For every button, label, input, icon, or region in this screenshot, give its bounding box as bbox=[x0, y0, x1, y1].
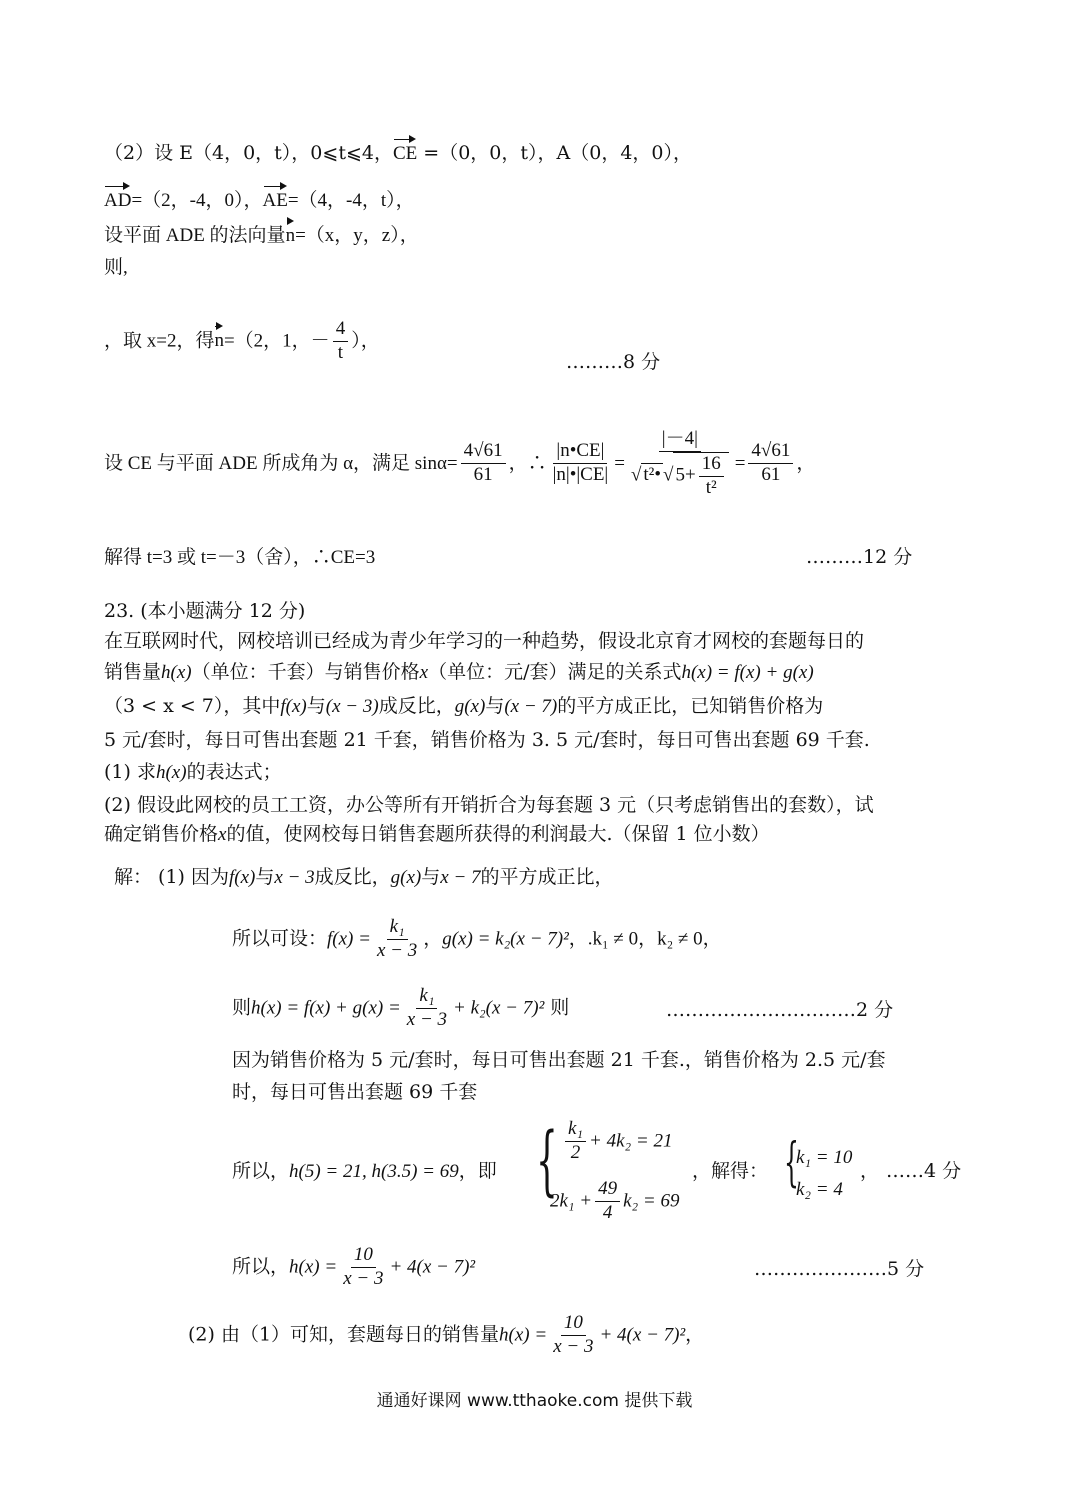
sol-l6a: 所以， bbox=[232, 1160, 290, 1182]
sol-l6c: ，即 bbox=[458, 1160, 497, 1182]
eq2a: 2k₁ + bbox=[550, 1190, 593, 1212]
abs-fraction bbox=[628, 428, 732, 499]
ten-over-xm3-2 bbox=[550, 1312, 596, 1359]
sol-line8 bbox=[188, 1312, 704, 1359]
q23-q1a: (1) 求 bbox=[104, 761, 156, 783]
q23-x: x bbox=[419, 662, 429, 683]
result-den: 61 bbox=[761, 464, 781, 486]
k1-over-xm3 bbox=[374, 916, 420, 963]
sin-value-den: 61 bbox=[473, 464, 493, 486]
dot-den: |n|•|CE| bbox=[552, 464, 609, 486]
sol-l8b: h(x) = bbox=[499, 1324, 548, 1346]
q23-p2b: （单位：千套）与销售价格 bbox=[191, 661, 420, 683]
part2-line2 bbox=[104, 189, 415, 213]
dot-product-fraction bbox=[550, 440, 612, 487]
sol-line5: 时，每日可售出套题 69 千套 bbox=[232, 1081, 478, 1103]
page-footer: 通通好课网 www.tthaoke.com 提供下载 bbox=[376, 1391, 693, 1411]
sol-line3 bbox=[232, 985, 569, 1032]
q23-q2b bbox=[104, 823, 770, 847]
k1: k₁ bbox=[387, 916, 408, 940]
sin-value-num: 4√61 bbox=[461, 440, 506, 464]
k1-3: k₁ bbox=[565, 1118, 586, 1142]
eq1b: + 4k₂ = 21 bbox=[589, 1130, 673, 1152]
root-right-text: 5+ bbox=[675, 464, 696, 486]
sol-line2 bbox=[232, 916, 722, 963]
four-den: 4 bbox=[602, 1201, 613, 1223]
score-8: ………8 分 bbox=[566, 351, 661, 373]
q23-hx: h(x) bbox=[161, 662, 192, 683]
sol-line7 bbox=[232, 1244, 475, 1291]
sol-l7a: 所以， bbox=[232, 1255, 290, 1278]
result-fraction bbox=[748, 440, 793, 487]
part2-normal-line bbox=[104, 224, 419, 248]
normal-pre: 设平面 ADE 的法向量 bbox=[104, 225, 286, 246]
solution-brace: { bbox=[784, 1133, 799, 1193]
equals-1: = bbox=[614, 452, 625, 474]
part2-take-line bbox=[104, 318, 380, 365]
sol-l1e: 与 bbox=[421, 866, 441, 888]
sol-l6b: h(5) = 21, h(3.5) = 69 bbox=[289, 1161, 459, 1182]
q23-relation: h(x) = f(x) + g(x) bbox=[681, 662, 814, 683]
angle-text: 设 CE 与平面 ADE 所成角为 α，满足 sinα= bbox=[104, 452, 458, 474]
q23-p2a: 销售量 bbox=[104, 661, 162, 683]
ad-vector-label: AD bbox=[104, 190, 132, 211]
score-12: ………12 分 bbox=[806, 546, 913, 568]
q23-fx: f(x) bbox=[280, 696, 307, 717]
q23-p2c: （单位：元/套）满足的关系式 bbox=[428, 661, 682, 683]
part2-line1-pre: （2）设 E（4，0，t），0⩽t⩽4， bbox=[104, 142, 393, 164]
ae-vector-label: AE bbox=[262, 190, 288, 211]
sol-line1 bbox=[114, 866, 614, 890]
sixteen: 16 bbox=[699, 453, 724, 477]
q23-gx: g(x) bbox=[454, 696, 486, 717]
sin-value-fraction bbox=[461, 440, 506, 487]
xm3-den-3: x − 3 bbox=[343, 1267, 384, 1289]
sol-l2i: ，.k₁ ≠ 0，k₂ ≠ 0， bbox=[568, 928, 722, 950]
solution-k1: k₁ = 10 bbox=[796, 1147, 853, 1168]
sol-l3d: 则 bbox=[544, 996, 570, 1019]
q23-p3c: 成反比， bbox=[378, 695, 455, 717]
system-eq1 bbox=[562, 1118, 672, 1165]
sol-l1c: x − 3 bbox=[274, 867, 315, 888]
q23-p3a: （3 < x < 7），其中 bbox=[104, 695, 281, 717]
eq2b: k₂ = 69 bbox=[623, 1190, 680, 1212]
xm3-den: x − 3 bbox=[376, 939, 418, 961]
q23-p3e: 的平方成正比，已知销售价格为 bbox=[557, 695, 824, 717]
q23-q1b: 的表达式； bbox=[186, 761, 282, 783]
equals-2: = bbox=[734, 452, 746, 474]
root-left: t²• bbox=[643, 464, 662, 486]
sol-l1g: 的平方成正比， bbox=[480, 866, 614, 888]
sol-l3b: h(x) = f(x) + g(x) = bbox=[251, 997, 401, 1019]
q23-p2 bbox=[104, 661, 814, 685]
q23-q1 bbox=[104, 761, 282, 785]
part2-then: 则, bbox=[104, 257, 128, 278]
take-pre: ，取 x=2，得 bbox=[104, 330, 215, 352]
ten-over-xm3 bbox=[340, 1244, 386, 1291]
score-5: …………………5 分 bbox=[754, 1258, 925, 1280]
sol-gx: g(x) bbox=[390, 867, 422, 888]
sol-l2-gx: g(x) = k₂(x − 7)² bbox=[442, 928, 569, 950]
k1-over-2 bbox=[565, 1118, 586, 1165]
normal-post: =（x，y，z）， bbox=[295, 225, 419, 246]
k1-2: k₁ bbox=[416, 985, 437, 1009]
q23-title: 23. (本小题满分 12 分) bbox=[104, 600, 306, 622]
q23-q2c: 的值，使网校每日销售套题所获得的利润最大.（保留 1 位小数） bbox=[226, 823, 770, 845]
frac-num: 4 bbox=[333, 318, 349, 342]
root-den: √ t²• √ 5+ $\frac{16}{\text{t²}}$ bbox=[628, 452, 732, 500]
part2-line1 bbox=[104, 142, 692, 166]
t-squared: t² bbox=[705, 476, 717, 498]
ad-vector-value: =（2，-4，0）， bbox=[131, 190, 263, 211]
q23-p3 bbox=[104, 695, 823, 719]
q23-p1: 在互联网时代，网校培训已经成为青少年学习的一种趋势，假设北京育才网校的套题每日的 bbox=[104, 630, 865, 652]
xm3-den-2: x − 3 bbox=[406, 1008, 448, 1030]
n-vector-label-2: n bbox=[214, 330, 224, 352]
q23-q1-hx: h(x) bbox=[155, 762, 187, 783]
ten-2: 10 bbox=[561, 1312, 586, 1336]
solution-k2: k₂ = 4 bbox=[796, 1179, 843, 1200]
part2-line1-post: =（0，0，t），A（0，4，0）， bbox=[417, 142, 693, 164]
dot-num: |n•CE| bbox=[553, 440, 607, 464]
49-over-4 bbox=[595, 1178, 620, 1225]
sol-line6 bbox=[232, 1160, 497, 1184]
sol-l2g: ， bbox=[423, 927, 443, 950]
sol-l8d: ， bbox=[685, 1323, 705, 1346]
ten: 10 bbox=[351, 1244, 376, 1268]
four-over-t-fraction bbox=[333, 318, 349, 365]
q23-p3d: 与 bbox=[485, 695, 505, 717]
two: 2 bbox=[570, 1141, 581, 1163]
sol-l1d: 成反比， bbox=[314, 866, 391, 888]
fortynine: 49 bbox=[595, 1178, 620, 1202]
q23-p4: 5 元/套时，每日可售出套题 21 千套，销售价格为 3. 5 元/套时，每日可售出套题 69 千套. bbox=[104, 729, 870, 751]
sol-l2a: 所以可设： bbox=[232, 927, 328, 950]
sol-l6d: ，解得： bbox=[692, 1160, 769, 1182]
q23-p3b: 与 bbox=[306, 695, 326, 717]
sol-l3c: + k₂(x − 7)² bbox=[453, 997, 545, 1019]
k1-over-xm3-2 bbox=[404, 985, 450, 1032]
sol-l7c: + 4(x − 7)² bbox=[389, 1256, 476, 1278]
q23-q2-x: x bbox=[218, 824, 227, 845]
sol-line4: 因为销售价格为 5 元/套时，每日可售出套题 21 千套.，销售价格为 2.5 元/套 bbox=[232, 1049, 886, 1071]
ce-vector-label: CE bbox=[392, 143, 418, 164]
sol-l1a: 解： (1) 因为 bbox=[114, 866, 229, 888]
sol-l8a: (2) 由（1）可知，套题每日的销售量 bbox=[188, 1323, 500, 1346]
sol-l1b: 与 bbox=[255, 866, 275, 888]
root-right bbox=[673, 452, 728, 500]
solve-line: 解得 t=3 或 t=－3（舍），∴CE=3 bbox=[104, 547, 376, 568]
sol-l1f: x − 7 bbox=[440, 867, 481, 888]
sol-l3a: 则 bbox=[232, 996, 252, 1019]
ae-vector-value: =（4，-4，t）， bbox=[287, 190, 415, 211]
sol-l6e: ， bbox=[860, 1160, 880, 1182]
score-4: ……4 分 bbox=[886, 1160, 962, 1182]
q23-q2a: (2) 假设此网校的员工工资，办公等所有开销折合为每套题 3 元（只考虑销售出的套数），试 bbox=[104, 794, 874, 816]
n-vector-label: n bbox=[285, 225, 296, 246]
sixteen-over-t2 bbox=[699, 453, 724, 500]
sol-fx: f(x) bbox=[229, 867, 256, 888]
result-num: 4√61 bbox=[748, 440, 793, 464]
sol-l2-fx: f(x) = bbox=[327, 928, 371, 950]
q23-q2b-text: 确定销售价格 bbox=[104, 823, 219, 845]
angle-line bbox=[104, 428, 815, 499]
q23-xm7: (x − 7) bbox=[504, 696, 558, 717]
comma: ， bbox=[796, 452, 816, 474]
take-end: ）， bbox=[351, 330, 380, 352]
take-post: =（2，1，－ bbox=[223, 330, 330, 352]
xm3-den-4: x − 3 bbox=[553, 1335, 594, 1357]
score-2: …………………………2 分 bbox=[666, 999, 894, 1021]
sol-l7b: h(x) = bbox=[289, 1256, 338, 1278]
therefore: ，∴ bbox=[508, 452, 547, 474]
abs-num: |－4| bbox=[659, 428, 701, 452]
q23-xm3: (x − 3) bbox=[325, 696, 379, 717]
sol-l8c: + 4(x − 7)² bbox=[599, 1324, 686, 1346]
frac-den: t bbox=[337, 341, 344, 363]
system-brace: { bbox=[536, 1115, 558, 1204]
system-eq2 bbox=[550, 1178, 680, 1225]
